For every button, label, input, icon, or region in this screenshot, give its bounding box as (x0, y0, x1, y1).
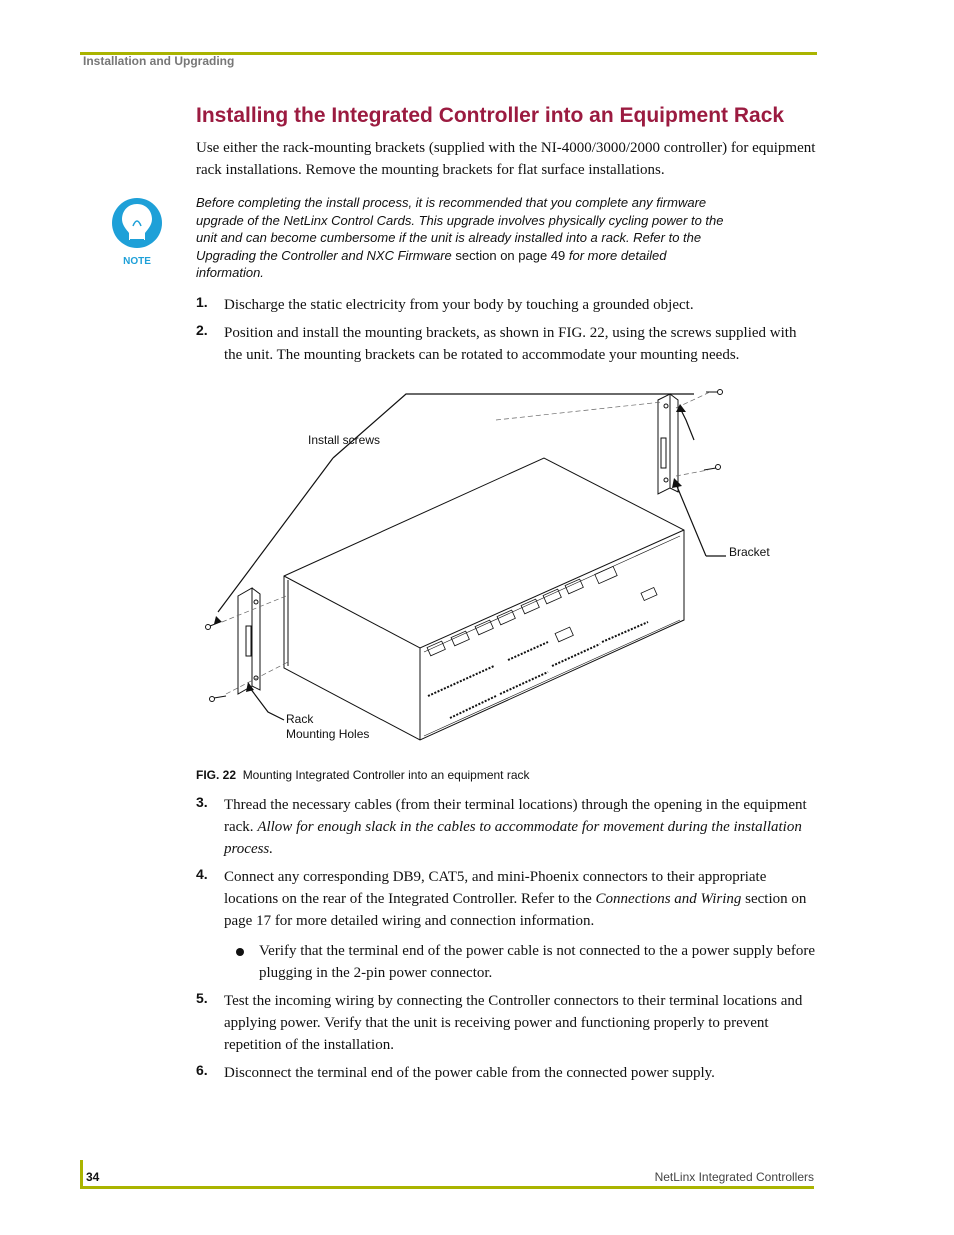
page-number: 34 (86, 1170, 100, 1184)
running-head: Installation and Upgrading (83, 54, 235, 68)
intro-paragraph: Use either the rack-mounting brackets (supplied with the NI-4000/3000/2000 controller) for equipment rack installations. Remove the mounting brackets for flat surface installations. (196, 140, 816, 178)
note-link-title: Upgrading the Controller and NXC Firmware (196, 247, 452, 263)
step-number: 3. (196, 794, 208, 810)
step-4-text-b: section on page 17 for more detailed wiring and connection information. (224, 891, 807, 929)
label-bracket: Bracket (729, 545, 770, 559)
step-text (224, 866, 816, 932)
footer-rule (80, 1186, 814, 1189)
step-1 (196, 294, 816, 316)
note-link-tail: section on page 49 (451, 247, 566, 263)
step-4 (196, 866, 816, 932)
bullet-dot-icon (236, 948, 244, 956)
label-install-screws: Install screws (308, 433, 381, 447)
step-number: 2. (196, 322, 208, 338)
step-6 (196, 1062, 816, 1084)
label-rack-line2: Mounting Holes (286, 727, 370, 741)
step-number: 6. (196, 1062, 208, 1078)
step-4-text-a: Connect any corresponding DB9, CAT5, and mini-Phoenix connectors to their appropriate locations on the rear of the Integrated Controller. Refer to the (224, 869, 767, 907)
figure-caption-text: Mounting Integrated Controller into an equipment rack (242, 768, 530, 782)
lightbulb-note-icon (110, 196, 164, 268)
footer-title: NetLinx Integrated Controllers (654, 1170, 814, 1184)
note-text-part1: Before completing the install process, it is recommended that you complete any firmware upgrade of the NetLinx Control Cards. This upgrade involves physically cycling power to the unit and can become cumbersome if the unit is already installed into a rack. Refer to the (196, 195, 724, 245)
step-text: Position and install the mounting brackets, as shown in FIG. 22, using the screws supplied with the unit. The mounting brackets can be rotated to accommodate your mounting needs. (224, 325, 797, 363)
step-number: 5. (196, 990, 208, 1006)
step-text: Test the incoming wiring by connecting the Controller connectors to their terminal locations and applying power. Verify that the unit is receiving power and functioning properly to prevent repetition of the installation. (224, 993, 803, 1053)
step-3-text: Thread the necessary cables (from their terminal locations) through the opening in the equipment rack. (224, 797, 807, 835)
step-text: Disconnect the terminal end of the power cable from the connected power supply. (224, 1065, 715, 1081)
note-text (196, 194, 726, 282)
step-3-italic: Allow for enough slack in the cables to accommodate for movement during the installation process. (224, 819, 802, 857)
step-text (224, 794, 816, 860)
section-title: Installing the Integrated Controller into an Equipment Rack (196, 104, 785, 127)
controller-rack-illustration (196, 380, 816, 750)
figure-mounting-diagram (196, 380, 816, 750)
footer-bar (80, 1160, 83, 1189)
step-text: Discharge the static electricity from your body by touching a grounded object. (224, 297, 694, 313)
step-2 (196, 322, 816, 366)
step-4-italic: Connections and Wiring (595, 891, 742, 907)
step-number: 4. (196, 866, 208, 882)
note-text-part2: for more detailed information. (196, 247, 667, 280)
figure-caption (196, 768, 530, 782)
note-icon-label: NOTE (123, 256, 151, 267)
step-3 (196, 794, 816, 860)
label-rack-line1: Rack (286, 712, 314, 726)
bullet-text: Verify that the terminal end of the power cable is not connected to the a power supply before plugging in the 2-pin power connector. (259, 943, 816, 981)
figure-caption-number: FIG. 22 (196, 768, 237, 782)
step-number: 1. (196, 294, 208, 310)
step-5 (196, 990, 816, 1056)
